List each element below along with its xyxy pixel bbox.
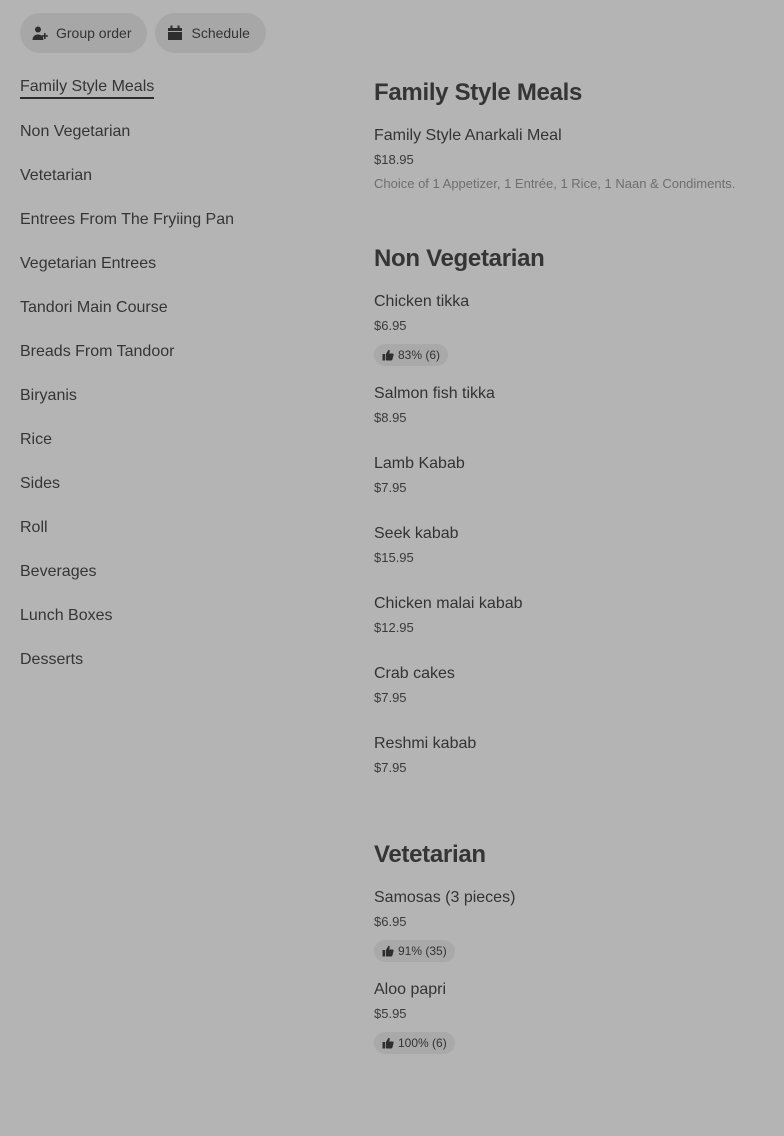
rating-badge [374, 344, 448, 366]
sidebar-item-entrees-from-the-fryiing-pan[interactable] [20, 198, 340, 242]
sidebar-item-label: Rice [20, 431, 53, 448]
menu-item-name: Aloo papri [374, 981, 447, 998]
sidebar-item-label: Desserts [20, 651, 84, 668]
group-order-button[interactable] [20, 13, 147, 53]
group-order-label: Group order [56, 25, 132, 41]
sidebar-item-family-style-meals[interactable] [20, 66, 340, 110]
menu-section-family-style-meals [374, 74, 774, 192]
sidebar-item-label: Non Vegetarian [20, 123, 131, 140]
menu-item-description: Choice of 1 Appetizer, 1 Entrée, 1 Rice, 1 Naan & Condiments. [374, 176, 736, 191]
rating-text: 100% (6) [398, 1036, 447, 1050]
rating-text: 91% (35) [398, 944, 447, 958]
menu-item[interactable] [374, 980, 774, 1054]
menu-item-price: $8.95 [374, 410, 407, 425]
sidebar-item-label: Entrees From The Fryiing Pan [20, 211, 235, 228]
menu-item-price: $18.95 [374, 152, 414, 167]
sidebar-item-tandori-main-course[interactable] [20, 286, 340, 330]
menu-content [374, 74, 774, 1054]
sidebar-item-sides[interactable] [20, 462, 340, 506]
menu-item-name: Lamb Kabab [374, 455, 465, 472]
menu-item-name: Chicken malai kabab [374, 595, 523, 612]
sidebar-item-biryanis[interactable] [20, 374, 340, 418]
sidebar-item-label: Family Style Meals [20, 78, 154, 99]
sidebar-item-beverages[interactable] [20, 550, 340, 594]
sidebar-item-label: Beverages [20, 563, 97, 580]
schedule-button[interactable] [155, 13, 265, 53]
sidebar-item-label: Sides [20, 475, 61, 492]
sidebar-item-label: Lunch Boxes [20, 607, 113, 624]
menu-item-price: $6.95 [374, 318, 407, 333]
section-title: Family Style Meals [374, 79, 583, 106]
person-add-icon [32, 25, 48, 41]
menu-item[interactable] [374, 664, 774, 706]
menu-item-name: Reshmi kabab [374, 735, 477, 752]
sidebar-item-label: Biryanis [20, 387, 77, 404]
menu-item[interactable] [374, 524, 774, 566]
sidebar-item-label: Breads From Tandoor [20, 343, 175, 360]
sidebar-item-label: Vetetarian [20, 167, 93, 184]
sidebar-item-non-vegetarian[interactable] [20, 110, 340, 154]
menu-item-name: Family Style Anarkali Meal [374, 127, 562, 144]
menu-item-price: $6.95 [374, 914, 407, 929]
menu-item[interactable] [374, 734, 774, 776]
sidebar-item-label: Tandori Main Course [20, 299, 168, 316]
menu-section-vetetarian [374, 836, 774, 1054]
thumbs-up-icon [382, 1037, 394, 1049]
sidebar-item-rice[interactable] [20, 418, 340, 462]
menu-item[interactable] [374, 594, 774, 636]
rating-badge [374, 940, 455, 962]
menu-item[interactable] [374, 292, 774, 366]
sidebar-item-label: Vegetarian Entrees [20, 255, 157, 272]
menu-section-non-vegetarian [374, 240, 774, 776]
sidebar-item-breads-from-tandoor[interactable] [20, 330, 340, 374]
menu-item-price: $15.95 [374, 550, 414, 565]
menu-item-name: Chicken tikka [374, 293, 470, 310]
menu-item[interactable] [374, 384, 774, 426]
menu-item-price: $5.95 [374, 1006, 407, 1021]
menu-item-price: $7.95 [374, 690, 407, 705]
sidebar-item-lunch-boxes[interactable] [20, 594, 340, 638]
menu-item-price: $7.95 [374, 480, 407, 495]
rating-text: 83% (6) [398, 348, 441, 362]
menu-item-price: $7.95 [374, 760, 407, 775]
top-action-bar [20, 13, 266, 53]
section-title: Non Vegetarian [374, 245, 545, 272]
section-title: Vetetarian [374, 841, 486, 868]
calendar-icon [167, 25, 183, 41]
sidebar-item-roll[interactable] [20, 506, 340, 550]
menu-item[interactable] [374, 126, 774, 192]
menu-item-price: $12.95 [374, 620, 414, 635]
thumbs-up-icon [382, 349, 394, 361]
sidebar-item-vegetarian-entrees[interactable] [20, 242, 340, 286]
menu-item[interactable] [374, 454, 774, 496]
rating-badge [374, 1032, 455, 1054]
menu-item-name: Salmon fish tikka [374, 385, 495, 402]
sidebar-item-desserts[interactable] [20, 638, 340, 682]
category-sidebar [20, 66, 340, 682]
menu-item-name: Seek kabab [374, 525, 459, 542]
menu-item[interactable] [374, 888, 774, 962]
schedule-label: Schedule [191, 25, 250, 41]
thumbs-up-icon [382, 945, 394, 957]
sidebar-item-vetetarian[interactable] [20, 154, 340, 198]
menu-item-name: Samosas (3 pieces) [374, 889, 516, 906]
sidebar-item-label: Roll [20, 519, 48, 536]
menu-item-name: Crab cakes [374, 665, 455, 682]
